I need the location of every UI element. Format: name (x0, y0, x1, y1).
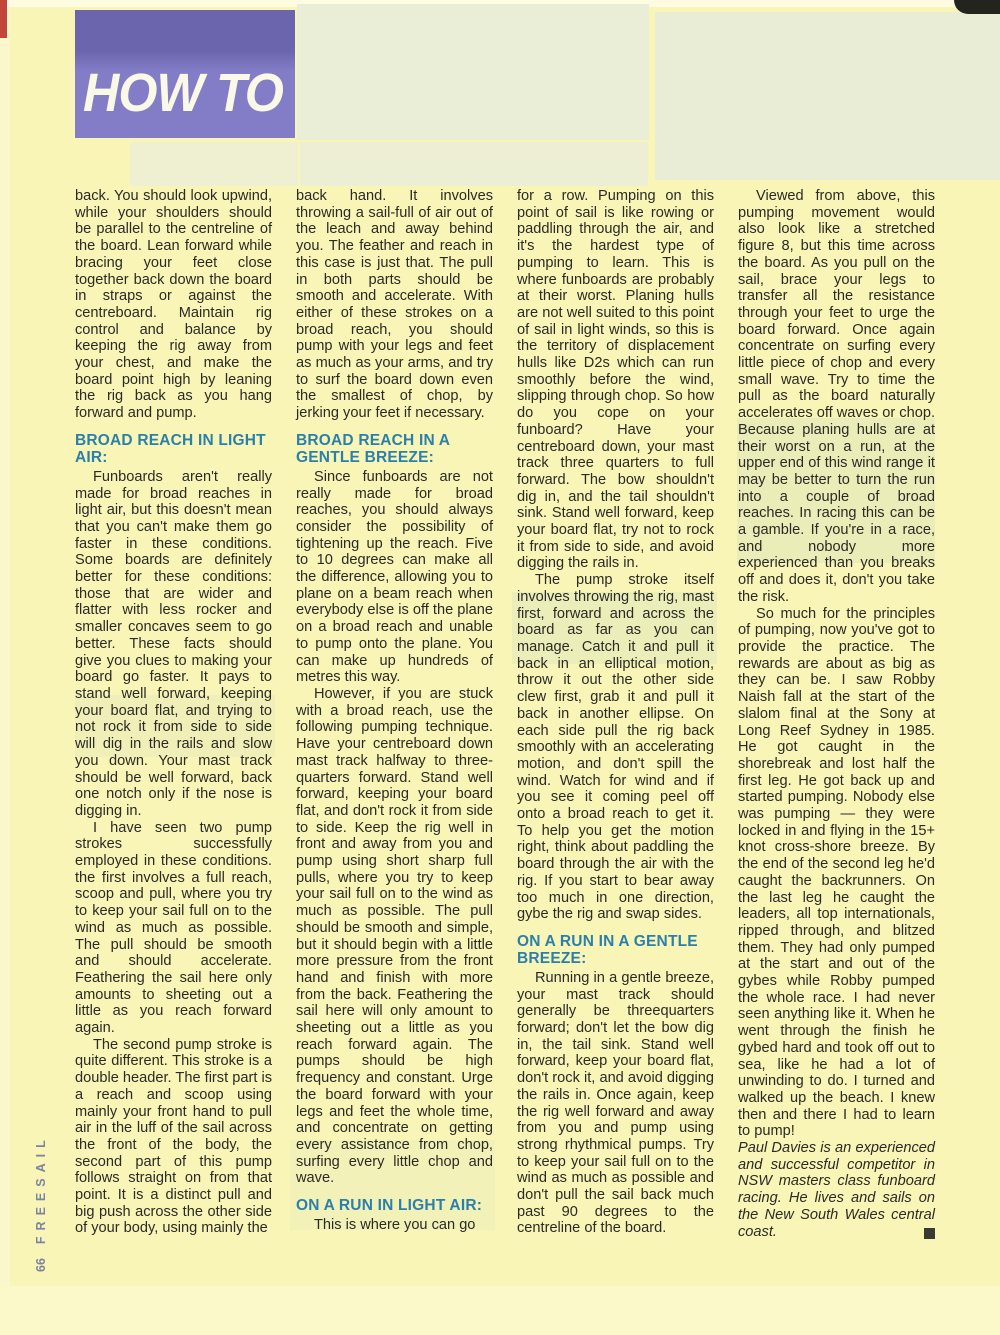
body-paragraph: for a row. Pumping on this point of sail is like rowing or paddling through the air, and it's the hardest type of pumping to learn. This is where funboards are probably at their worst. Planing hulls are not well suited to this point of sail in light winds, so this is the territory of displacement hulls like D2s which can run smoothly before the wind, slipping through chop. So how do you cope on your funboard? Have your centreboard down, your mast track three quarters to full forward. The bow shouldn't dig in, and the tail shouldn't sink. Stand well forward, keep your board flat, try not to rock it from side to side, and avoid digging the rails in. (517, 188, 714, 572)
scan-edge-bottom (0, 1286, 1000, 1335)
body-paragraph: back hand. It involves throwing a sail-full of air out of the leach and away behind you. The feather and reach in this case is just that. The pull in both parts should be smooth and accelerate. With either of these strokes on a broad reach, you should pump with your legs and feet as much as your arms, and try to surf the board down even the smallest of chop, by jerking your feet if necessary. (296, 188, 493, 422)
page-title: HOW TO (83, 63, 283, 123)
text-column-2 (296, 188, 493, 1240)
scan-edge-left (0, 0, 10, 1335)
article-columns (75, 188, 935, 1240)
body-paragraph: Funboards aren't really made for broad reaches in light air, but this doesn't mean that you can't make them go faster in these conditions. Some boards are definitely better for these conditions: those that are wider and flatter with less rocker and smaller concaves seem to go better. These facts should give you clues to making your board go faster. It pays to stand well forward, keeping your board flat, and trying to not rock it from side to side will dig in the rails and slow you down. Your mast track should be well forward, back one notch only if the nose is digging in. (75, 468, 272, 819)
scan-artifact-red (0, 0, 7, 38)
body-paragraph: However, if you are stuck with a broad reach, use the following pumping technique. Have your centreboard down mast track halfway to three-quarters forward. Stand well forward, keeping your board flat, and don't rock it from side to side. Keep the rig well in front and away from you and pump using short sharp full pulls, where you try to keep your sail full on to the wind as much as possible. The pull should be smooth and simple, but it should begin with a little more pressure from the front hand and finish with more from the back. Feathering the sail here will only amount to sheeting out a little as you reach forward again. The pumps should be high frequency and constant. Urge the board forward with your legs and feet the whole time, and concentrate on getting every assistance from chop, surfing every little chop and wave. (296, 685, 493, 1187)
text-column-3 (517, 188, 714, 1240)
section-heading: BROAD REACH IN A GENTLE BREEZE: (296, 431, 450, 466)
author-bio: Paul Davies is an experienced and successful competitor in NSW masters class funboard racing. He lives and sails on the New South Wales central coast. (738, 1140, 935, 1240)
scan-edge-top (0, 0, 1000, 7)
article-end-mark (924, 1228, 935, 1239)
text-column-1 (75, 188, 272, 1240)
body-paragraph: So much for the principles of pumping, now you've got to provide the practice. The rewards are about as big as they can be. I saw Robby Naish fall at the start of the slalom final at the Sony at Long Reef Sydney in 1985. He got caught in the shorebreak and lost half the first leg. He got back up and started pumping. Nobody else was pumping — they were locked in and flying in the 15+ knot cross-shore breeze. By the end of the second leg he'd caught the backrunners. On the last leg he caught the leaders, all top internationals, ripped through, and blitzed them. They had only pumped at the start and out of the gybes while Robby pumped the whole race. I had never seen anything like it. When he went through the finish he gybed hard and took off out to sea, like he had a lot of unwinding to do. I turned and walked up the beach. I knew then and there I had to learn to pump! (738, 605, 935, 1140)
body-paragraph: This is where you can go (314, 1217, 476, 1234)
ghost-block (655, 12, 1000, 180)
section-heading: BROAD REACH IN LIGHT AIR: (75, 431, 266, 466)
body-paragraph: Running in a gentle breeze, your mast track should generally be threequarters forward; don't let the bow dig in, the tail sink. Stand well forward, keep your board flat, don't rock it, and avoid digging the rails in. Once again, keep the rig well forward and away from you and pump using strong rhythmical pumps. Try to keep your sail full on to the wind as much as possible and don't pull the sail back much past 90 degrees to the centreline of the board. (517, 969, 714, 1237)
ghost-block (130, 142, 298, 186)
body-paragraph: Since funboards are not really made for broad reaches, you should always consider the possibility of tightening up the reach. Five to 10 degrees can make all the difference, allowing you to plane on a beam reach when everybody else is off the plane on a broad reach and unable to pump onto the plane. You can make up hundreds of metres this way. (296, 468, 493, 686)
section-heading: ON A RUN IN LIGHT AIR: (296, 1197, 483, 1215)
body-paragraph: The pump stroke itself involves throwing the rig, mast first, forward and across the board as far as you can manage. Catch it and pull it back in an elliptical motion, throw it out the other side clew first, grab it and pull it back in another ellipse. On each side pull the rig back smoothly with an accelerating motion, and don't spill the wind. Watch for wind and if you see it coming peel off onto a broad reach to get it. To help you get the motion right, think about paddling the board through the air with the rig. If you start to bear away too much in one direction, gybe the rig and swap sides. (517, 572, 714, 923)
body-paragraph: The second pump stroke is quite different. This stroke is a double header. The first part is a reach and scoop using mainly your front hand to pull air in the luff of the sail across the front of the body, the second part of this pump follows straight on from that point. It is a distinct pull and big push across the other side of your body, using mainly the (75, 1036, 272, 1237)
section-heading: ON A RUN IN A GENTLE BREEZE: (517, 932, 698, 967)
spine-label (34, 1082, 52, 1272)
section-banner (75, 10, 295, 138)
ghost-block (300, 142, 648, 186)
text-column-4 (738, 188, 935, 1240)
body-paragraph: I have seen two pump strokes successfully employed in these conditions. the first involves a full reach, scoop and pull, where you try to keep your sail full on to the wind as much as possible. The pull should be smooth and should accelerate. Feathering the sail here only amounts to sheeting out a little as you reach forward again. (75, 819, 272, 1037)
ghost-block (297, 4, 649, 140)
magazine-name: FREESAIL (34, 1134, 48, 1245)
page-number: 66 (34, 1258, 48, 1272)
body-paragraph: back. You should look upwind, while your shoulders should be parallel to the centreline of the board. Lean forward while bracing your feet close together back down the board in straps or against the centreboard. Maintain rig control and balance by keeping the rig away from your chest, and make the board point high by leaning the rig back as you hang forward and pump. (75, 188, 272, 422)
scan-artifact-corner (954, 0, 1000, 14)
body-paragraph: Viewed from above, this pumping movement would also look like a stretched figure 8, but this time across the board. As you pull on the sail, brace your legs to transfer all the resistance through your feet to urge the board forward. Once again concentrate on surfing every little piece of chop and every small wave. Try to time the pull as the board naturally accelerates off waves or chop. Because planing hulls are at their worst on a run, at the upper end of this wind range it may be better to turn the run into a couple of broad reaches. In racing this can be a gamble. If you're in a race, and nobody more experienced than you breaks off and does it, don't you take the risk. (738, 188, 935, 605)
